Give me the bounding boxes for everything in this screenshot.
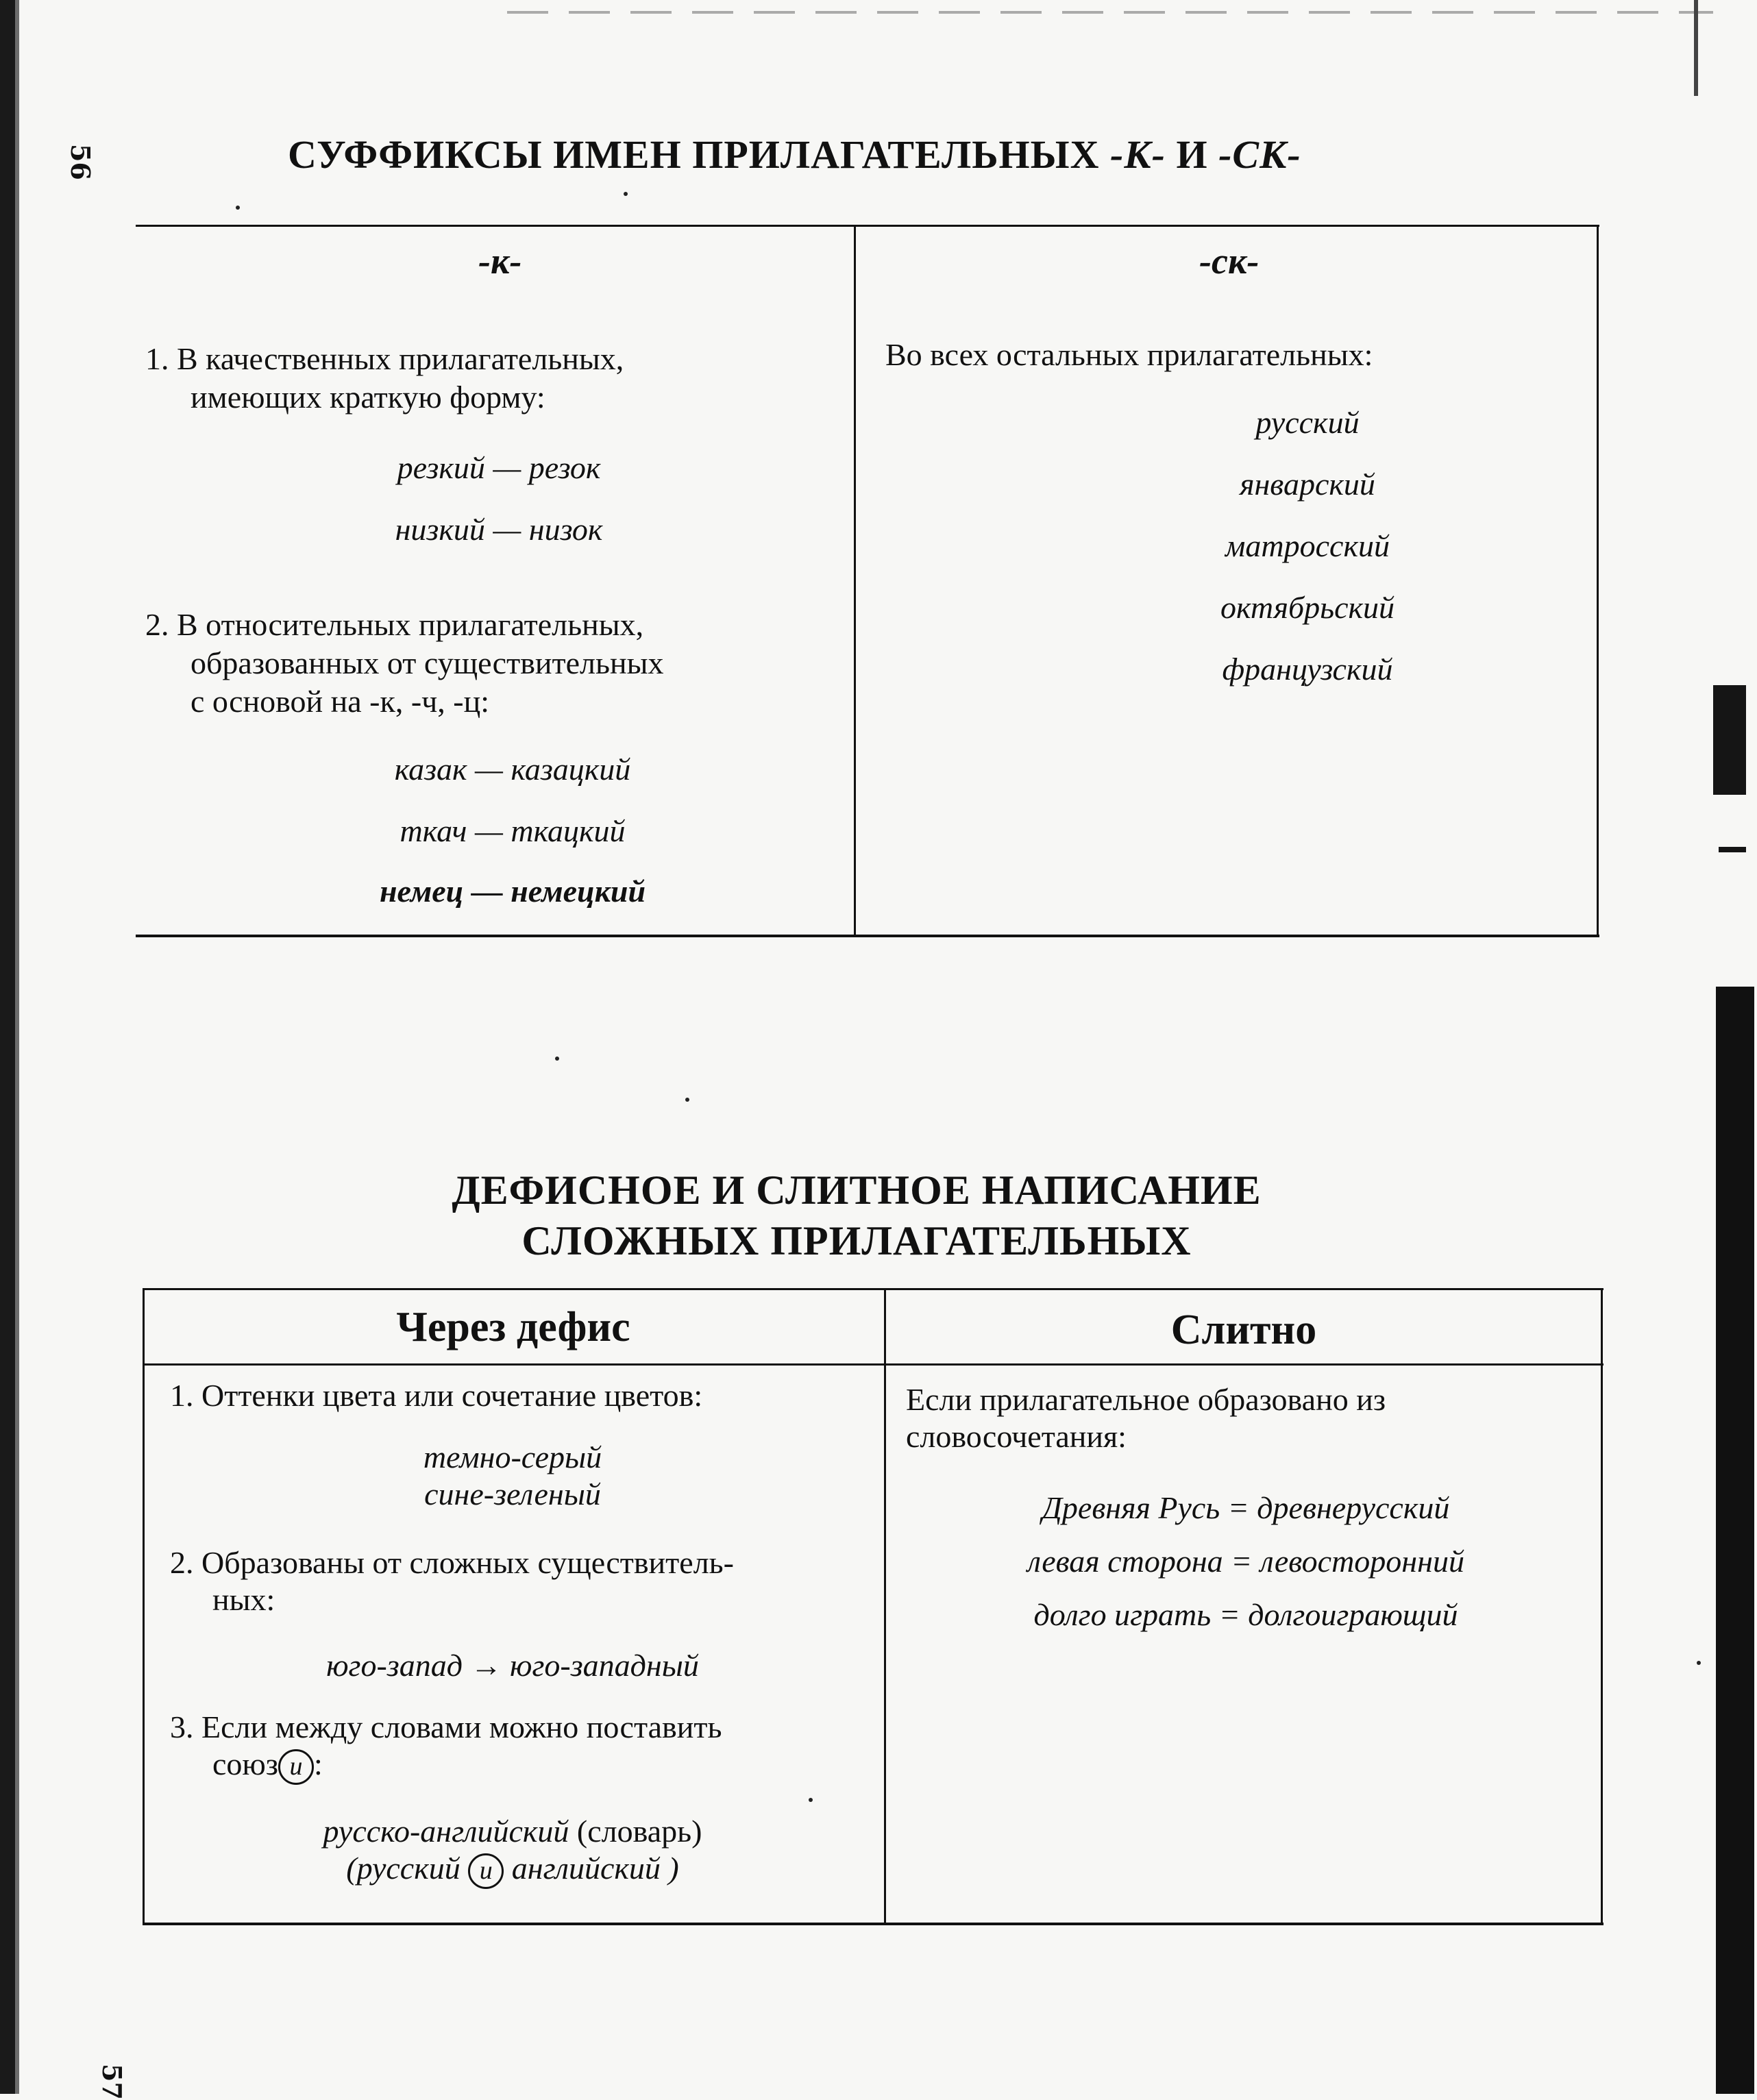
k-example-2: низкий — низок [395,512,603,547]
table-header-divider [143,1363,1604,1366]
table-border-right [1597,225,1599,937]
k-example-4: ткач — ткацкий [400,813,626,848]
section2-title-line1: ДЕФИСНОЕ И СЛИТНОЕ НАПИСАНИЕ [452,1168,1262,1213]
section1-title-and: И [1165,132,1219,177]
hyphen-example-3: юго-запад → юго-западный [326,1648,699,1683]
scan-speck [555,1057,559,1061]
hyphenation-table [143,1288,1604,1925]
scan-bar-right-lower [1716,987,1754,2094]
col-hyphen-header: Через дефис [396,1304,630,1350]
page-number-top: 56 [65,144,96,180]
scan-speck [809,1798,813,1802]
sk-example-5: французский [1222,652,1393,687]
k-rule1: 1. В качественных прилагательных, [145,341,624,376]
col-sk-header: -ск- [1199,240,1260,282]
scan-edge-left-shadow [15,0,19,2094]
table-border-top [136,225,1599,227]
scan-speck [685,1098,689,1102]
section1-title [288,132,1521,177]
table-border-right [1601,1288,1603,1925]
table-column-divider [854,225,856,937]
suffix-table [136,225,1599,937]
hyphen-rule3-colon: : [313,1746,323,1781]
scan-speck [1697,1661,1701,1665]
k-example-bold: немец — немецкий [379,874,646,909]
col-solid-header: Слитно [1170,1307,1317,1353]
k-rule1-cont: имеющих краткую форму: [191,380,545,415]
solid-example-2: левая сторона = левосторонний [1027,1544,1464,1579]
hyphen-rule2: 2. Образованы от сложных существитель- [170,1545,734,1580]
section2-title [206,1165,1508,1266]
scan-speck [624,192,628,196]
k-rule2-cont2: с основой на -к, -ч, -ц: [191,684,489,719]
col-k-header: -к- [478,240,522,282]
hyphen-rule3: 3. Если между словами можно поставить [170,1709,722,1744]
section1-title-main: СУФФИКСЫ ИМЕН ПРИЛАГАТЕЛЬНЫХ [288,132,1110,177]
sk-rule: Во всех остальных прилагательных: [885,337,1373,372]
sk-example-3: матросский [1225,528,1390,563]
scan-edge-right-top [1694,0,1698,96]
hyphen-example-5-open: (русский [346,1851,469,1886]
table-border-top [143,1288,1604,1290]
page-number-bottom: 57 [97,2064,127,2100]
section1-title-sk: -СК- [1218,132,1301,177]
k-example-3: казак — казацкий [394,752,631,787]
k-rule2-cont1: образованных от существительных [191,645,664,680]
section1-title-k: -К- [1110,132,1166,177]
sk-example-2: январский [1240,467,1375,502]
scan-bar-right-upper [1713,685,1746,795]
hyphen-rule3-word: союз [212,1746,278,1781]
hyphen-example-5 [211,1850,814,1889]
k-rule2: 2. В относительных прилагательных, [145,607,644,642]
solid-rule: Если прилагательное образовано из [906,1382,1386,1417]
section2-title-line2: СЛОЖНЫХ ПРИЛАГАТЕЛЬНЫХ [521,1218,1192,1263]
solid-example-3: долго играть = долгоиграющий [1033,1597,1458,1632]
sk-example-4: октябрьский [1220,590,1395,625]
table-border-left [143,1288,145,1925]
table-column-divider [884,1288,886,1925]
hyphen-example-4-note: (словарь) [569,1814,702,1849]
hyphen-rule1: 1. Оттенки цвета или сочетание цветов: [170,1378,703,1413]
sk-example-1: русский [1255,405,1360,440]
scan-edge-top [507,11,1713,14]
hyphen-example-5-close: английский ) [504,1851,679,1886]
hyphen-example-2: сине-зеленый [424,1477,601,1511]
solid-rule-cont: словосочетания: [906,1419,1127,1454]
hyphen-example-4-word: русско-английский [323,1814,569,1849]
table-border-bottom [143,1923,1604,1925]
scan-speck [236,206,240,210]
solid-example-1: Древняя Русь = древнерусский [1042,1490,1450,1525]
table-border-bottom [136,935,1599,937]
hyphen-rule3-cont [212,1746,323,1785]
union-circle-icon: и [278,1749,314,1785]
scan-bar-right-tick [1719,847,1746,852]
k-example-1: резкий — резок [397,450,601,485]
hyphen-example-4 [211,1813,814,1849]
hyphen-example-1: темно-серый [423,1440,602,1474]
union-circle-icon: и [468,1853,504,1889]
scan-edge-left [0,0,15,2094]
hyphen-rule2-cont: ных: [212,1582,275,1617]
